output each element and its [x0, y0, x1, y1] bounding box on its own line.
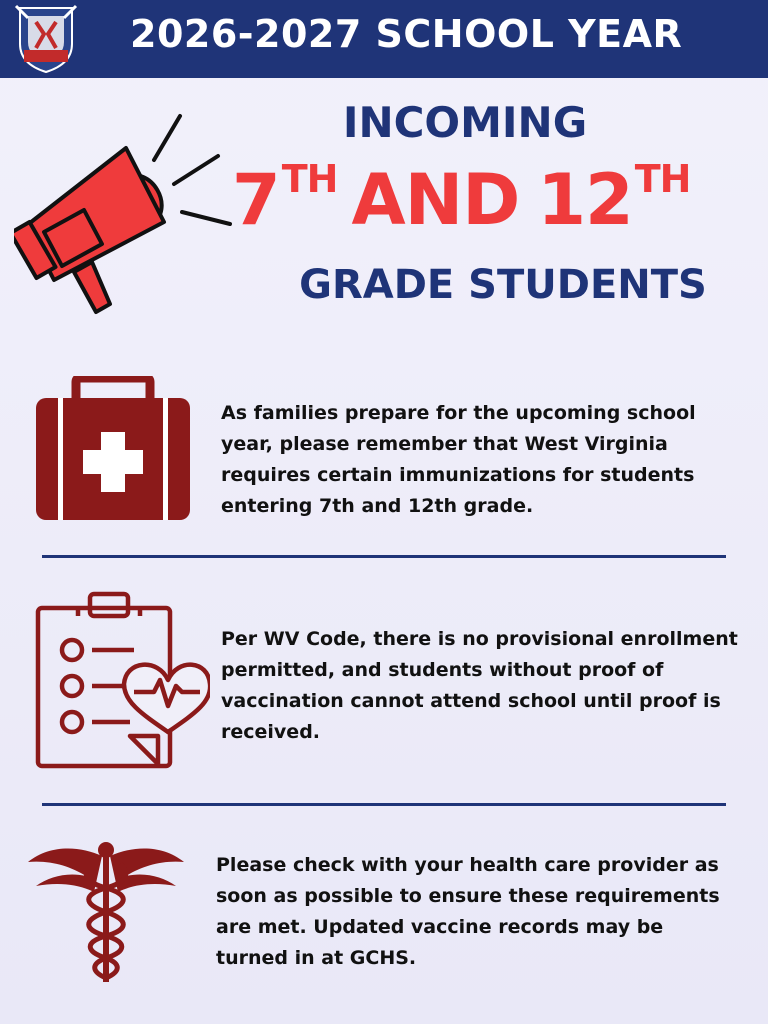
- grade-students-heading: GRADE STUDENTS: [299, 262, 707, 308]
- header-banner: [0, 0, 768, 78]
- grade-twelve: 12: [537, 159, 633, 241]
- grade-seven: 7: [232, 159, 280, 241]
- section-divider: [42, 803, 726, 806]
- immunization-notice: As families prepare for the upcoming school year, please remember that West Virginia requires certain immunizations for students entering 7th and 12th grade.: [221, 402, 696, 517]
- caduceus-icon: [28, 838, 184, 984]
- grade-twelve-suffix: TH: [634, 157, 691, 201]
- incoming-heading: INCOMING: [342, 98, 588, 147]
- health-provider-notice: Please check with your health care provider as soon as possible to ensure these requirements are met. Updated vaccine records may be turned in at GCHS.: [216, 854, 720, 969]
- section-divider: [42, 555, 726, 558]
- first-aid-kit-icon: [36, 376, 190, 520]
- wv-code-notice: Per WV Code, there is no provisional enrollment permitted, and students without proof of vaccination cannot attend school until proof is received.: [221, 628, 738, 743]
- medical-clipboard-icon: [34, 590, 210, 770]
- grade-seven-suffix: TH: [281, 157, 338, 201]
- grades-heading: [232, 157, 762, 241]
- and-word: AND: [351, 159, 520, 241]
- megaphone-icon: [14, 112, 240, 322]
- header-title: 2026-2027 SCHOOL YEAR: [130, 12, 683, 56]
- school-logo: [14, 4, 78, 74]
